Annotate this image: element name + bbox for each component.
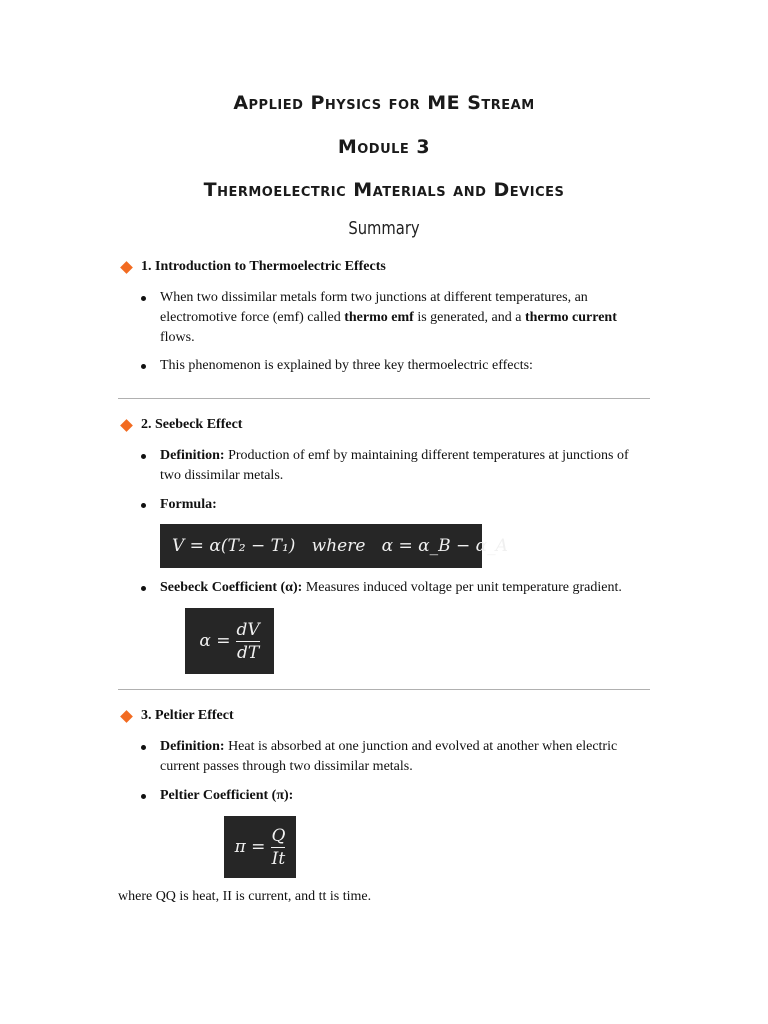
topic-title: Thermoelectric Materials and Devices [203, 179, 565, 201]
list-item [160, 786, 640, 806]
formula-fraction [271, 826, 285, 869]
fraction-bar [236, 641, 259, 642]
fraction-bar [271, 847, 285, 848]
item-label: Definition: [160, 448, 225, 463]
module-title: Module 3 [337, 136, 431, 158]
item-text: Measures induced voltage per unit temperature gradient. [302, 580, 622, 595]
list-item [160, 737, 640, 777]
formula-text: V = α(T₂ − T₁) where α = α_B − α_A [172, 536, 508, 556]
item-text: Production of emf by maintaining different temperatures at junctions of two dissimilar metals. [160, 448, 629, 483]
list-item [160, 356, 640, 376]
section-divider [118, 689, 650, 690]
item-label: Seebeck Coefficient (α): [160, 580, 303, 595]
item-bold-term: thermo emf [344, 310, 414, 325]
section-divider [118, 398, 650, 399]
peltier-coefficient-formula-image [224, 816, 296, 878]
list-item [160, 446, 640, 486]
item-text: When two dissimilar metals form two junctions at different temperatures, an electromotive force (emf) called [160, 290, 588, 325]
section-heading-peltier [118, 708, 234, 724]
footnote-text: where QQ is heat, II is current, and tt is time. [118, 889, 372, 904]
section-heading-text: 2. Seebeck Effect [141, 417, 243, 432]
item-text: flows. [160, 330, 195, 345]
summary-heading: Summary [348, 218, 420, 239]
section-heading-introduction [118, 259, 386, 275]
orange-diamond-icon [120, 710, 133, 723]
list-item [160, 578, 640, 598]
formula-fraction [236, 620, 259, 663]
item-label: Definition: [160, 739, 225, 754]
document-title: Applied Physics for ME Stream [233, 92, 535, 114]
item-bold-term: thermo current [525, 310, 617, 325]
item-text: Heat is absorbed at one junction and evolved at another when electric current passes through two dissimilar metals. [160, 739, 618, 774]
orange-diamond-icon [120, 419, 133, 432]
formula-numerator: dV [236, 619, 260, 640]
formula-denominator: It [271, 848, 286, 869]
formula-numerator: Q [271, 825, 286, 846]
item-text: This phenomenon is explained by three key thermoelectric effects: [160, 358, 533, 373]
section-heading-text: 3. Peltier Effect [141, 708, 234, 723]
formula-denominator: dT [236, 642, 260, 663]
section-heading-text: 1. Introduction to Thermoelectric Effects [141, 259, 386, 274]
item-text: is generated, and a [413, 310, 525, 325]
list-item [160, 288, 640, 348]
list-item [160, 495, 640, 515]
item-label: Formula: [160, 497, 217, 512]
orange-diamond-icon [120, 261, 133, 274]
seebeck-formula-image [160, 524, 508, 568]
formula-lhs: π = [234, 837, 266, 857]
seebeck-coefficient-formula-image [185, 608, 274, 674]
formula-lhs: α = [199, 631, 231, 651]
section-heading-seebeck [118, 417, 242, 433]
item-label: Peltier Coefficient (π): [160, 788, 294, 803]
